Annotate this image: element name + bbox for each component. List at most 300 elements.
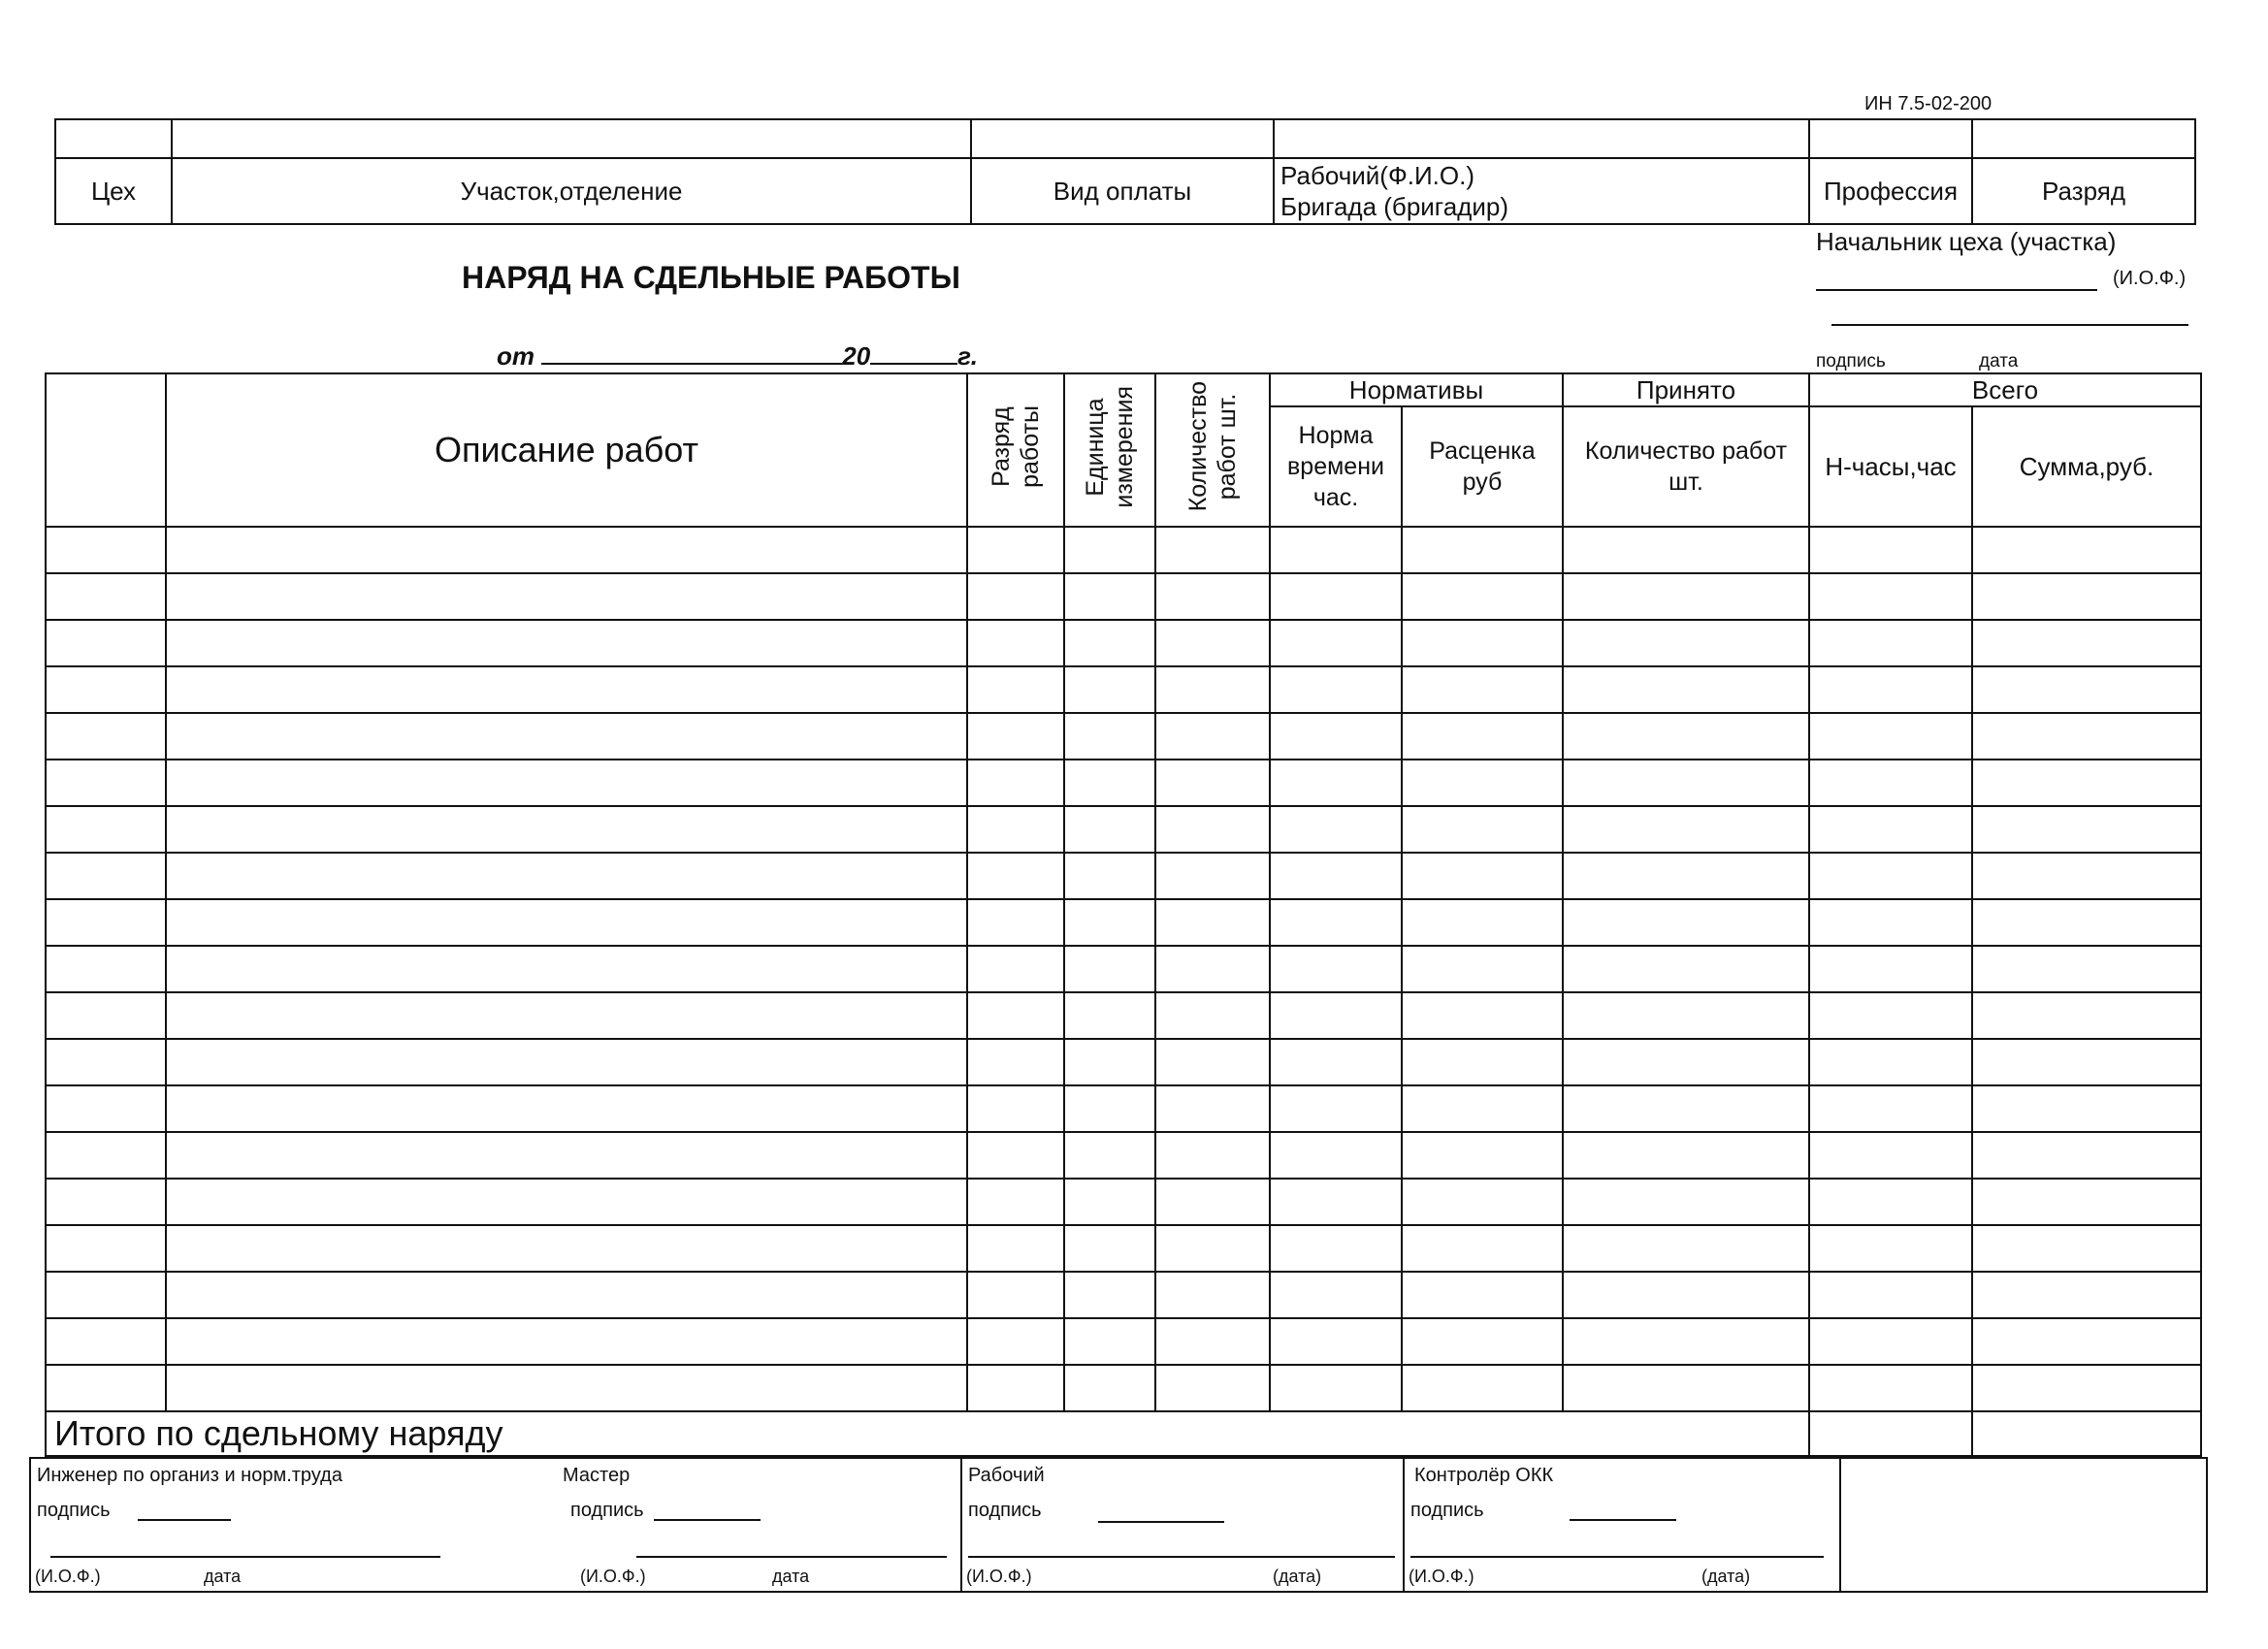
chief-label: Начальник цеха (участка) — [1816, 227, 2117, 256]
quantity-cell[interactable] — [1155, 853, 1270, 899]
description-cell[interactable] — [166, 713, 967, 760]
unit-cell[interactable] — [1064, 620, 1155, 666]
accepted-qty-cell[interactable] — [1563, 527, 1809, 573]
master-name-field[interactable] — [636, 1556, 947, 1558]
unit-header-line1: Единица — [1082, 397, 1109, 497]
total-header: Всего — [1809, 373, 2201, 406]
unit-cell[interactable] — [1064, 713, 1155, 760]
row-number-cell[interactable] — [46, 1318, 166, 1365]
date-year-field[interactable] — [870, 338, 957, 365]
norm-hours-cell[interactable] — [1809, 1365, 1972, 1411]
sum-cell[interactable] — [1972, 1132, 2201, 1179]
work-grade-cell[interactable] — [967, 1365, 1064, 1411]
work-grade-cell[interactable] — [967, 946, 1064, 992]
accepted-qty-cell[interactable] — [1563, 1365, 1809, 1411]
sum-cell[interactable] — [1972, 946, 2201, 992]
quantity-cell[interactable] — [1155, 713, 1270, 760]
work-grade-cell[interactable] — [967, 573, 1064, 620]
accepted-qty-cell[interactable] — [1563, 1039, 1809, 1085]
total-label-cell — [46, 1411, 1809, 1456]
accepted-qty-cell[interactable] — [1563, 992, 1809, 1039]
section-label: Участок,отделение — [172, 158, 971, 224]
work-grade-cell[interactable] — [967, 760, 1064, 806]
engineer-signature-field[interactable] — [138, 1519, 231, 1521]
description-cell[interactable] — [166, 1085, 967, 1132]
row-number-cell[interactable] — [46, 760, 166, 806]
unit-cell[interactable] — [1064, 1039, 1155, 1085]
row-number-cell[interactable] — [46, 946, 166, 992]
rate-cell[interactable] — [1402, 1039, 1563, 1085]
time-norm-cell[interactable] — [1270, 899, 1402, 946]
table-row — [46, 1039, 2201, 1085]
time-norm-cell[interactable] — [1270, 573, 1402, 620]
time-norm-header — [1270, 406, 1402, 527]
time-norm-line2: времени — [1287, 453, 1384, 480]
sum-cell[interactable] — [1972, 620, 2201, 666]
table-row — [46, 1365, 2201, 1411]
quantity-cell[interactable] — [1155, 760, 1270, 806]
rate-cell[interactable] — [1402, 1272, 1563, 1318]
time-norm-cell[interactable] — [1270, 806, 1402, 853]
unit-cell[interactable] — [1064, 1365, 1155, 1411]
worker-field[interactable] — [1274, 119, 1809, 158]
work-order-table — [45, 372, 2202, 1457]
quantity-cell[interactable] — [1155, 1085, 1270, 1132]
master-date-label: дата — [772, 1567, 810, 1586]
row-number-cell[interactable] — [46, 666, 166, 713]
unit-cell[interactable] — [1064, 992, 1155, 1039]
quantity-cell[interactable] — [1155, 806, 1270, 853]
description-cell[interactable] — [166, 573, 967, 620]
engineer-signature-block — [30, 1458, 961, 1592]
form-code: ИН 7.5-02-200 — [1864, 93, 1993, 114]
row-number-cell[interactable] — [46, 853, 166, 899]
work-grade-cell[interactable] — [967, 1085, 1064, 1132]
quantity-cell[interactable] — [1155, 1039, 1270, 1085]
controller-signature-field[interactable] — [1570, 1519, 1676, 1521]
quantity-cell[interactable] — [1155, 1179, 1270, 1225]
sum-cell[interactable] — [1972, 1225, 2201, 1272]
rate-cell[interactable] — [1402, 806, 1563, 853]
accepted-qty-cell[interactable] — [1563, 1318, 1809, 1365]
sum-cell[interactable] — [1972, 573, 2201, 620]
norm-hours-cell[interactable] — [1809, 1272, 1972, 1318]
sum-header: Сумма,руб. — [1972, 406, 2201, 527]
sum-cell[interactable] — [1972, 992, 2201, 1039]
accepted-qty-line1: Количество работ — [1584, 437, 1788, 465]
shop-field[interactable] — [55, 119, 172, 158]
time-norm-cell[interactable] — [1270, 527, 1402, 573]
quantity-header — [1155, 373, 1270, 527]
chief-signature-label: подпись — [1816, 351, 1886, 372]
chief-date-label: дата — [1979, 351, 2019, 372]
time-norm-cell[interactable] — [1270, 853, 1402, 899]
rate-cell[interactable] — [1402, 713, 1563, 760]
sum-cell[interactable] — [1972, 713, 2201, 760]
controller-signature-label: подпись — [1410, 1500, 1484, 1521]
norm-hours-cell[interactable] — [1809, 806, 1972, 853]
row-number-cell[interactable] — [46, 1085, 166, 1132]
quantity-cell[interactable] — [1155, 992, 1270, 1039]
norm-hours-cell[interactable] — [1809, 1179, 1972, 1225]
description-cell[interactable] — [166, 527, 967, 573]
controller-signature-block — [1404, 1458, 1840, 1592]
rate-cell[interactable] — [1402, 1318, 1563, 1365]
unit-cell[interactable] — [1064, 806, 1155, 853]
controller-title: Контролёр ОКК — [1414, 1465, 1554, 1486]
sum-cell[interactable] — [1972, 760, 2201, 806]
description-cell[interactable] — [166, 1272, 967, 1318]
worker-iof-label: (И.О.Ф.) — [966, 1567, 1032, 1586]
work-grade-cell[interactable] — [967, 713, 1064, 760]
description-cell[interactable] — [166, 1225, 967, 1272]
sum-cell[interactable] — [1972, 666, 2201, 713]
empty-signature-block — [1840, 1458, 2207, 1592]
total-sum-cell[interactable] — [1972, 1411, 2201, 1456]
grade-label: Разряд — [1972, 158, 2195, 224]
table-row — [46, 760, 2201, 806]
row-number-cell[interactable] — [46, 806, 166, 853]
row-number-cell[interactable] — [46, 1365, 166, 1411]
time-norm-line1: Норма — [1298, 422, 1374, 449]
description-cell[interactable] — [166, 899, 967, 946]
norm-hours-cell[interactable] — [1809, 1085, 1972, 1132]
row-number-cell[interactable] — [46, 1039, 166, 1085]
accepted-header: Принято — [1563, 373, 1809, 406]
norm-hours-cell[interactable] — [1809, 1039, 1972, 1085]
table-row — [46, 899, 2201, 946]
unit-cell[interactable] — [1064, 1132, 1155, 1179]
norm-hours-cell[interactable] — [1809, 713, 1972, 760]
master-signature-label: подпись — [570, 1500, 644, 1521]
controller-name-field[interactable] — [1410, 1556, 1824, 1558]
brigade-label: Бригада (бригадир) — [1280, 192, 1508, 221]
signature-table — [29, 1457, 2208, 1593]
description-cell[interactable] — [166, 992, 967, 1039]
top-header-table — [54, 118, 2196, 225]
row-number-cell[interactable] — [46, 992, 166, 1039]
unit-cell[interactable] — [1064, 1225, 1155, 1272]
controller-iof-label: (И.О.Ф.) — [1409, 1567, 1474, 1586]
accepted-qty-cell[interactable] — [1563, 853, 1809, 899]
unit-cell[interactable] — [1064, 760, 1155, 806]
unit-cell[interactable] — [1064, 1085, 1155, 1132]
rate-cell[interactable] — [1402, 899, 1563, 946]
chief-name-field[interactable] — [1816, 289, 2097, 291]
chief-signature-field[interactable] — [1831, 324, 2188, 326]
unit-cell[interactable] — [1064, 573, 1155, 620]
table-row — [46, 573, 2201, 620]
date-from-label: от — [497, 341, 535, 371]
table-row — [46, 806, 2201, 853]
work-grade-cell[interactable] — [967, 620, 1064, 666]
worker-signature-block — [961, 1458, 1404, 1592]
quantity-header-line2: работ шт. — [1214, 393, 1241, 501]
quantity-cell[interactable] — [1155, 1132, 1270, 1179]
table-row — [46, 1272, 2201, 1318]
engineer-title: Инженер по организ и норм.труда — [37, 1465, 342, 1486]
row-number-cell[interactable] — [46, 527, 166, 573]
norm-hours-cell[interactable] — [1809, 760, 1972, 806]
table-row — [46, 1225, 2201, 1272]
accepted-qty-line2: шт. — [1669, 469, 1703, 496]
norm-hours-cell[interactable] — [1809, 853, 1972, 899]
sum-cell[interactable] — [1972, 1039, 2201, 1085]
norm-hours-cell[interactable] — [1809, 1318, 1972, 1365]
section-field[interactable] — [172, 119, 971, 158]
chief-iof-label: (И.О.Ф.) — [2113, 268, 2187, 289]
accepted-qty-cell[interactable] — [1563, 1272, 1809, 1318]
work-grade-cell[interactable] — [967, 666, 1064, 713]
norm-hours-cell[interactable] — [1809, 946, 1972, 992]
norm-hours-cell[interactable] — [1809, 527, 1972, 573]
table-row — [46, 1132, 2201, 1179]
time-norm-cell[interactable] — [1270, 1085, 1402, 1132]
unit-cell[interactable] — [1064, 666, 1155, 713]
quantity-cell[interactable] — [1155, 666, 1270, 713]
accepted-qty-cell[interactable] — [1563, 1132, 1809, 1179]
shop-label: Цех — [55, 158, 172, 224]
accepted-qty-header — [1563, 406, 1809, 527]
engineer-signature-label: подпись — [37, 1500, 111, 1521]
norm-hours-cell[interactable] — [1809, 899, 1972, 946]
time-norm-cell[interactable] — [1270, 1272, 1402, 1318]
pay-type-field[interactable] — [971, 119, 1274, 158]
rate-cell[interactable] — [1402, 946, 1563, 992]
unit-cell[interactable] — [1064, 899, 1155, 946]
description-cell[interactable] — [166, 1132, 967, 1179]
sum-cell[interactable] — [1972, 853, 2201, 899]
rate-cell[interactable] — [1402, 666, 1563, 713]
description-cell[interactable] — [166, 620, 967, 666]
rate-cell[interactable] — [1402, 1132, 1563, 1179]
master-signature-field[interactable] — [654, 1519, 761, 1521]
rate-cell[interactable] — [1402, 527, 1563, 573]
work-grade-cell[interactable] — [967, 1179, 1064, 1225]
quantity-cell[interactable] — [1155, 573, 1270, 620]
unit-cell[interactable] — [1064, 1272, 1155, 1318]
rate-cell[interactable] — [1402, 760, 1563, 806]
time-norm-cell[interactable] — [1270, 1365, 1402, 1411]
quantity-cell[interactable] — [1155, 527, 1270, 573]
rate-cell[interactable] — [1402, 620, 1563, 666]
date-year-prefix: 20 — [842, 341, 871, 371]
time-norm-cell[interactable] — [1270, 1132, 1402, 1179]
date-year-suffix: г. — [957, 341, 978, 371]
date-line — [497, 338, 978, 372]
accepted-qty-cell[interactable] — [1563, 620, 1809, 666]
rate-cell[interactable] — [1402, 1179, 1563, 1225]
engineer-iof-label: (И.О.Ф.) — [35, 1567, 101, 1586]
work-grade-cell[interactable] — [967, 853, 1064, 899]
header-number-cell — [46, 373, 166, 527]
worker-signature-field[interactable] — [1098, 1521, 1224, 1523]
norm-hours-cell[interactable] — [1809, 573, 1972, 620]
sum-cell[interactable] — [1972, 527, 2201, 573]
engineer-name-field[interactable] — [50, 1556, 440, 1558]
norm-hours-header: Н-часы,час — [1809, 406, 1972, 527]
work-grade-cell[interactable] — [967, 527, 1064, 573]
quantity-cell[interactable] — [1155, 1365, 1270, 1411]
pay-type-label: Вид оплаты — [971, 158, 1274, 224]
time-norm-cell[interactable] — [1270, 992, 1402, 1039]
profession-label: Профессия — [1809, 158, 1972, 224]
description-cell[interactable] — [166, 1365, 967, 1411]
description-cell[interactable] — [166, 853, 967, 899]
work-grade-cell[interactable] — [967, 992, 1064, 1039]
quantity-cell[interactable] — [1155, 946, 1270, 992]
rate-line1: Расценка — [1429, 437, 1536, 465]
time-norm-cell[interactable] — [1270, 1318, 1402, 1365]
work-grade-cell[interactable] — [967, 899, 1064, 946]
sum-cell[interactable] — [1972, 1179, 2201, 1225]
worker-name-field[interactable] — [968, 1556, 1395, 1558]
date-day-month-field[interactable] — [541, 338, 842, 365]
unit-cell[interactable] — [1064, 1179, 1155, 1225]
profession-field[interactable] — [1809, 119, 1972, 158]
norm-hours-cell[interactable] — [1809, 992, 1972, 1039]
row-number-cell[interactable] — [46, 899, 166, 946]
quantity-cell[interactable] — [1155, 899, 1270, 946]
row-number-cell[interactable] — [46, 620, 166, 666]
row-number-cell[interactable] — [46, 1179, 166, 1225]
table-row — [46, 853, 2201, 899]
description-cell[interactable] — [166, 1179, 967, 1225]
unit-header-line2: измерения — [1111, 385, 1138, 508]
sum-cell[interactable] — [1972, 806, 2201, 853]
total-label: Итого по сдельному наряду — [54, 1413, 503, 1453]
work-grade-cell[interactable] — [967, 1318, 1064, 1365]
description-cell[interactable] — [166, 1039, 967, 1085]
norm-hours-cell[interactable] — [1809, 620, 1972, 666]
engineer-date-label: дата — [204, 1567, 242, 1586]
worker-name-label: Рабочий(Ф.И.О.) — [1280, 161, 1474, 190]
table-row — [46, 1085, 2201, 1132]
unit-cell[interactable] — [1064, 853, 1155, 899]
norm-hours-cell[interactable] — [1809, 666, 1972, 713]
work-grade-cell[interactable] — [967, 1132, 1064, 1179]
controller-date-label: (дата) — [1701, 1567, 1751, 1586]
rate-header — [1402, 406, 1563, 527]
accepted-qty-cell[interactable] — [1563, 806, 1809, 853]
sum-cell[interactable] — [1972, 1365, 2201, 1411]
time-norm-cell[interactable] — [1270, 1179, 1402, 1225]
table-row — [46, 1318, 2201, 1365]
accepted-qty-cell[interactable] — [1563, 1225, 1809, 1272]
table-row — [46, 992, 2201, 1039]
unit-cell[interactable] — [1064, 527, 1155, 573]
row-number-cell[interactable] — [46, 1132, 166, 1179]
quantity-cell[interactable] — [1155, 1318, 1270, 1365]
time-norm-cell[interactable] — [1270, 1225, 1402, 1272]
rate-cell[interactable] — [1402, 853, 1563, 899]
quantity-cell[interactable] — [1155, 1225, 1270, 1272]
table-row — [46, 666, 2201, 713]
rate-line2: руб — [1462, 469, 1503, 496]
master-iof-label: (И.О.Ф.) — [580, 1567, 646, 1586]
time-norm-cell[interactable] — [1270, 666, 1402, 713]
table-row — [46, 527, 2201, 573]
worker-title: Рабочий — [968, 1465, 1045, 1486]
rate-cell[interactable] — [1402, 1365, 1563, 1411]
accepted-qty-cell[interactable] — [1563, 666, 1809, 713]
quantity-cell[interactable] — [1155, 620, 1270, 666]
unit-header — [1064, 373, 1155, 527]
accepted-qty-cell[interactable] — [1563, 899, 1809, 946]
row-number-cell[interactable] — [46, 573, 166, 620]
description-cell[interactable] — [166, 666, 967, 713]
time-norm-cell[interactable] — [1270, 713, 1402, 760]
norm-hours-cell[interactable] — [1809, 1132, 1972, 1179]
row-number-cell[interactable] — [46, 713, 166, 760]
time-norm-line3: час. — [1312, 484, 1359, 511]
table-row — [46, 713, 2201, 760]
table-row — [46, 1179, 2201, 1225]
sum-cell[interactable] — [1972, 1318, 2201, 1365]
unit-cell[interactable] — [1064, 946, 1155, 992]
work-grade-cell[interactable] — [967, 806, 1064, 853]
accepted-qty-cell[interactable] — [1563, 573, 1809, 620]
description-cell[interactable] — [166, 946, 967, 992]
accepted-qty-cell[interactable] — [1563, 1179, 1809, 1225]
worker-signature-label: подпись — [968, 1500, 1042, 1521]
accepted-qty-cell[interactable] — [1563, 1085, 1809, 1132]
work-grade-cell[interactable] — [967, 1272, 1064, 1318]
norm-hours-cell[interactable] — [1809, 1225, 1972, 1272]
rate-cell[interactable] — [1402, 1225, 1563, 1272]
worker-label — [1274, 158, 1809, 224]
accepted-qty-cell[interactable] — [1563, 760, 1809, 806]
document-title: НАРЯД НА СДЕЛЬНЫЕ РАБОТЫ — [462, 260, 960, 295]
total-row — [46, 1411, 2201, 1456]
work-grade-header-line1: Разряд — [988, 406, 1015, 487]
table-body — [46, 527, 2201, 1411]
row-number-cell[interactable] — [46, 1225, 166, 1272]
accepted-qty-cell[interactable] — [1563, 946, 1809, 992]
quantity-cell[interactable] — [1155, 1272, 1270, 1318]
rate-cell[interactable] — [1402, 1085, 1563, 1132]
work-grade-cell[interactable] — [967, 1039, 1064, 1085]
unit-cell[interactable] — [1064, 1318, 1155, 1365]
worker-date-label: (дата) — [1273, 1567, 1322, 1586]
work-grade-header — [967, 373, 1064, 527]
rate-cell[interactable] — [1402, 573, 1563, 620]
time-norm-cell[interactable] — [1270, 760, 1402, 806]
master-title: Мастер — [563, 1465, 631, 1486]
sum-cell[interactable] — [1972, 1272, 2201, 1318]
total-norm-hours-cell[interactable] — [1809, 1411, 1972, 1456]
rate-cell[interactable] — [1402, 992, 1563, 1039]
grade-field[interactable] — [1972, 119, 2195, 158]
description-cell[interactable] — [166, 760, 967, 806]
accepted-qty-cell[interactable] — [1563, 713, 1809, 760]
work-grade-cell[interactable] — [967, 1225, 1064, 1272]
sum-cell[interactable] — [1972, 899, 2201, 946]
time-norm-cell[interactable] — [1270, 946, 1402, 992]
description-cell[interactable] — [166, 806, 967, 853]
sum-cell[interactable] — [1972, 1085, 2201, 1132]
description-header: Описание работ — [166, 373, 967, 527]
description-cell[interactable] — [166, 1318, 967, 1365]
table-row — [46, 620, 2201, 666]
time-norm-cell[interactable] — [1270, 620, 1402, 666]
row-number-cell[interactable] — [46, 1272, 166, 1318]
work-grade-header-line2: работы — [1017, 405, 1044, 488]
table-row — [46, 946, 2201, 992]
time-norm-cell[interactable] — [1270, 1039, 1402, 1085]
norms-header: Нормативы — [1270, 373, 1563, 406]
quantity-header-line1: Количество — [1184, 381, 1212, 512]
